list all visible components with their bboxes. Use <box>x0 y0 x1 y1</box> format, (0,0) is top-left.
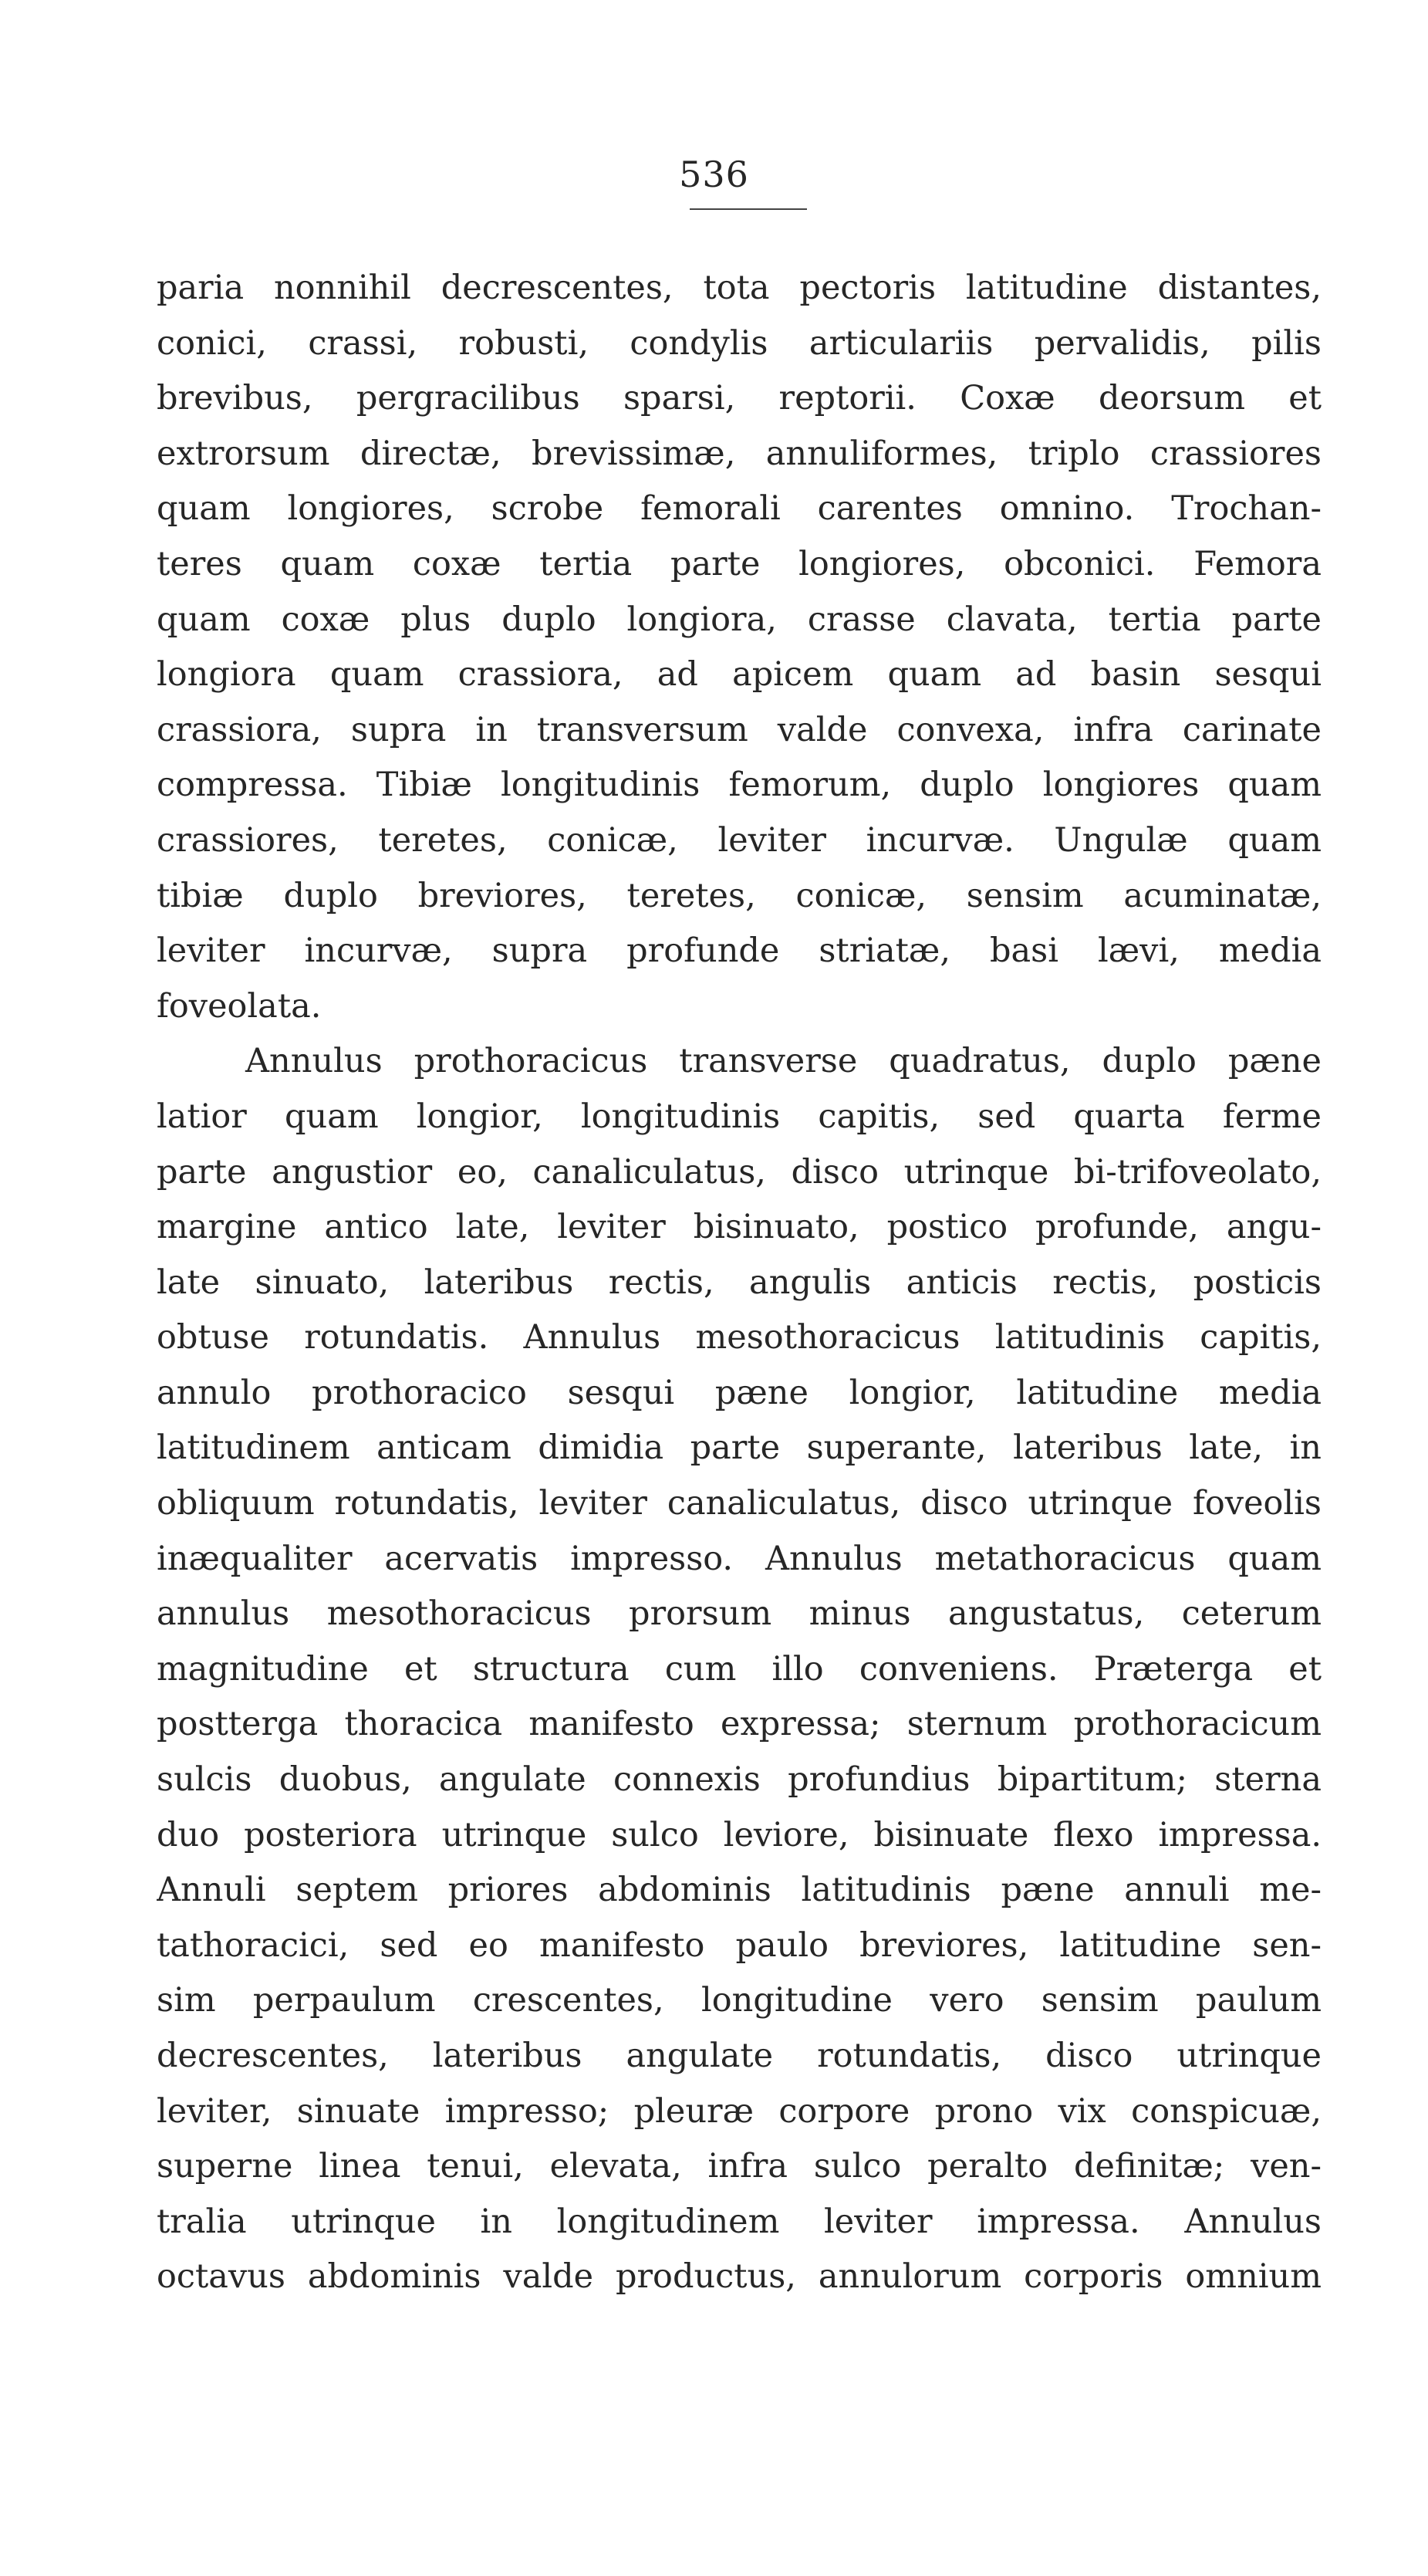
text-line: postterga thoracica manifesto expressa; sternum prothoracicum <box>157 1705 1322 1744</box>
text-line: Annuli septem priores abdominis latitudinis pæne annuli me- <box>157 1871 1322 1910</box>
text-line: tralia utrinque in longitudinem leviter impressa. Annulus <box>157 2202 1322 2241</box>
text-line: leviter incurvæ, supra profunde striatæ, basi lævi, media <box>157 931 1322 971</box>
text-line: latitudinem anticam dimidia parte superante, lateribus late, in <box>157 1428 1322 1468</box>
paragraph-end-line: foveolata. <box>157 986 322 1026</box>
text-line: compressa. Tibiæ longitudinis femorum, duplo longiores quam <box>157 766 1322 805</box>
text-line: crassiores, teretes, conicæ, leviter incurvæ. Ungulæ quam <box>157 820 1322 860</box>
text-line: parte angustior eo, canaliculatus, disco utrinque bi-trifoveolato, <box>157 1152 1322 1192</box>
text-line: crassiora, supra in transversum valde convexa, infra carinate <box>157 710 1322 749</box>
text-line: sulcis duobus, angulate connexis profundius bipartitum; sterna <box>157 1760 1322 1800</box>
text-line: leviter, sinuate impresso; pleuræ corpore prono vix conspicuæ, <box>157 2091 1322 2131</box>
page-number-rule <box>690 208 807 210</box>
text-line: tibiæ duplo breviores, teretes, conicæ, sensim acuminatæ, <box>157 876 1322 915</box>
text-line: teres quam coxæ tertia parte longiores, obconici. Femora <box>157 544 1322 583</box>
text-line: extrorsum directæ, brevissimæ, annuliformes, triplo crassiores <box>157 434 1322 473</box>
body-text <box>157 261 1322 2305</box>
text-line: latior quam longior, longitudinis capitis, sed quarta ferme <box>157 1097 1322 1136</box>
text-line: annulus mesothoracicus prorsum minus angustatus, ceterum <box>157 1594 1322 1634</box>
text-line: sim perpaulum crescentes, longitudine vero sensim paulum <box>157 1981 1322 2020</box>
page-number: 536 <box>679 154 749 195</box>
text-line: quam longiores, scrobe femorali carentes omnino. Trochan- <box>157 489 1322 529</box>
text-line: decrescentes, lateribus angulate rotundatis, disco utrinque <box>157 2037 1322 2075</box>
text-line: obliquum rotundatis, leviter canaliculatus, disco utrinque foveolis <box>157 1484 1322 1523</box>
text-line: late sinuato, lateribus rectis, angulis anticis rectis, posticis <box>157 1263 1322 1302</box>
paragraph-start-line: Annulus prothoracicus transverse quadratus, duplo pæne <box>245 1042 1322 1081</box>
text-line: inæqualiter acervatis impresso. Annulus metathoracicus quam <box>157 1539 1322 1578</box>
text-line: duo posteriora utrinque sulco leviore, bisinuate flexo impressa. <box>157 1815 1322 1854</box>
text-line: paria nonnihil decrescentes, tota pectoris latitudine distantes, <box>157 269 1322 307</box>
text-line: annulo prothoracico sesqui pæne longior, latitudine media <box>157 1373 1322 1412</box>
text-line: octavus abdominis valde productus, annulorum corporis omnium <box>157 2257 1322 2297</box>
text-line: magnitudine et structura cum illo conveniens. Præterga et <box>157 1649 1322 1689</box>
text-line: tathoracici, sed eo manifesto paulo breviores, latitudine sen- <box>157 1925 1322 1965</box>
text-line: quam coxæ plus duplo longiora, crasse clavata, tertia parte <box>157 600 1322 639</box>
text-line: longiora quam crassiora, ad apicem quam ad basin sesqui <box>157 655 1322 695</box>
text-line: brevibus, pergracilibus sparsi, reptorii. Coxæ deorsum et <box>157 379 1322 418</box>
text-line: obtuse rotundatis. Annulus mesothoracicus latitudinis capitis, <box>157 1318 1322 1357</box>
text-line: superne linea tenui, elevata, infra sulco peralto definitæ; ven- <box>157 2147 1322 2186</box>
text-line: conici, crassi, robusti, condylis articulariis pervalidis, pilis <box>157 323 1322 363</box>
text-line: margine antico late, leviter bisinuato, postico profunde, angu- <box>157 1208 1322 1247</box>
